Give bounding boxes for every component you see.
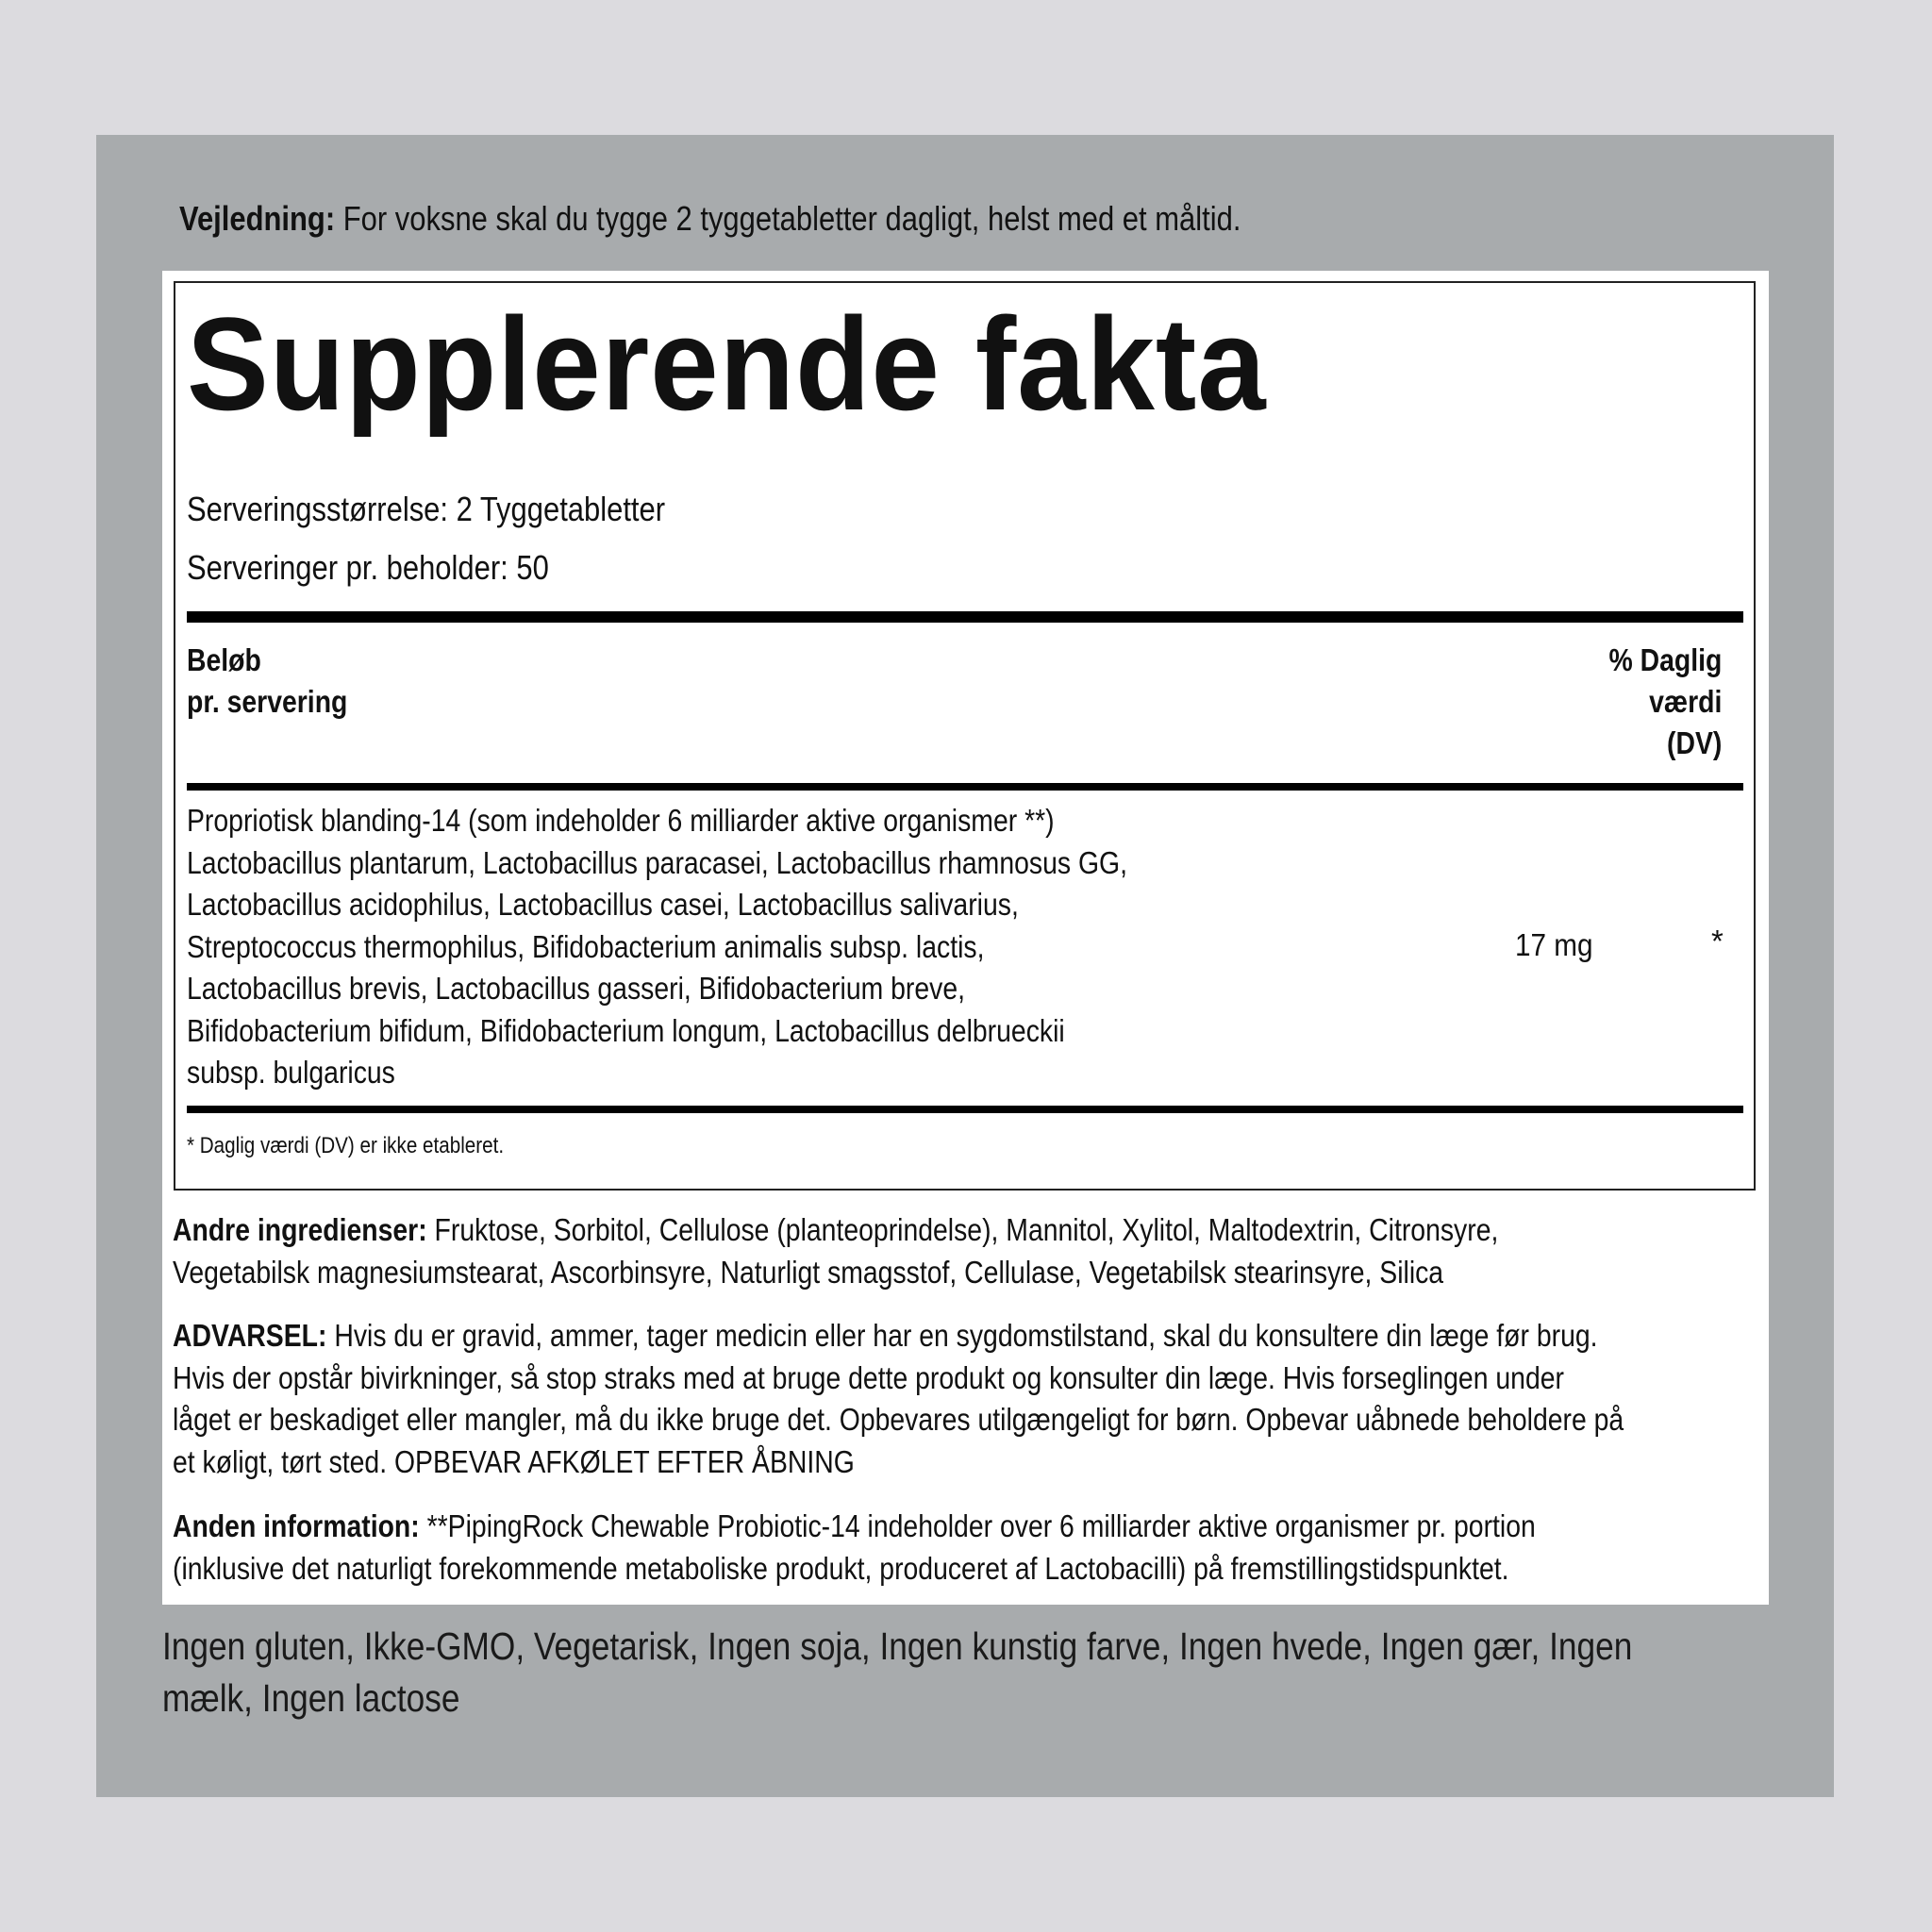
blend-line: Bifidobacterium bifidum, Bifidobacterium longum, Lactobacillus delbrueckii bbox=[187, 1012, 1065, 1048]
dv-header-line: (DV) bbox=[1666, 725, 1722, 760]
amount-per-serving-header bbox=[187, 640, 347, 723]
blend-daily-value: * bbox=[1711, 924, 1724, 958]
directions-text bbox=[179, 198, 1558, 240]
probiotic-blend-description bbox=[187, 800, 1160, 1094]
claims-line: Ingen gluten, Ikke-GMO, Vegetarisk, Ingen soja, Ingen kunstig farve, Ingen hvede, Ingen gær, Ingen bbox=[162, 1624, 1633, 1668]
dietary-claims bbox=[162, 1621, 1632, 1724]
serving-size: Serveringsstørrelse: 2 Tyggetabletter bbox=[187, 490, 666, 528]
directions-label: Vejledning: bbox=[179, 199, 336, 238]
other-information-label: Anden information: bbox=[173, 1508, 420, 1543]
other-ingredients-line: Fruktose, Sorbitol, Cellulose (planteoprindelse), Mannitol, Xylitol, Maltodextrin, Citronsyre, bbox=[426, 1212, 1499, 1247]
supplement-facts-title: Supplerende fakta bbox=[187, 290, 1267, 438]
other-ingredients-label: Andre ingredienser: bbox=[173, 1212, 427, 1247]
other-information-line: **PipingRock Chewable Probiotic-14 indeholder over 6 milliarder aktive organismer pr. portion bbox=[419, 1508, 1536, 1543]
divider-rule bbox=[187, 611, 1743, 623]
warning-line: låget er beskadiget eller mangler, må du ikke bruge det. Opbevares utilgængeligt for børn. Opbevar uåbnede beholdere på bbox=[173, 1402, 1624, 1437]
divider-rule bbox=[187, 783, 1743, 791]
amount-header-line: Beløb bbox=[187, 642, 261, 677]
dv-header-line: værdi bbox=[1648, 684, 1722, 719]
other-information-line: (inklusive det naturligt forekommende metaboliske produkt, produceret af Lactobacilli) på fremstillingstidspunktet. bbox=[173, 1550, 1509, 1586]
blend-line: Lactobacillus plantarum, Lactobacillus paracasei, Lactobacillus rhamnosus GG, bbox=[187, 844, 1127, 880]
warning-text bbox=[173, 1315, 1771, 1483]
blend-line: subsp. bulgaricus bbox=[187, 1055, 395, 1090]
warning-line: Hvis der opstår bivirkninger, så stop straks med at bruge dette produkt og konsulter din læge. Hvis forseglingen under bbox=[173, 1359, 1564, 1395]
daily-value-footnote: * Daglig værdi (DV) er ikke etableret. bbox=[187, 1133, 505, 1158]
blend-line: Streptococcus thermophilus, Bifidobacterium animalis subsp. lactis, bbox=[187, 928, 985, 964]
directions-body: For voksne skal du tygge 2 tyggetabletter dagligt, helst med et måltid. bbox=[335, 199, 1241, 238]
blend-line: Lactobacillus brevis, Lactobacillus gasseri, Bifidobacterium breve, bbox=[187, 971, 966, 1006]
other-ingredients bbox=[173, 1209, 1771, 1293]
warning-line: et køligt, tørt sted. OPBEVAR AFKØLET EFTER ÅBNING bbox=[173, 1443, 855, 1479]
dv-header-line: % Daglig bbox=[1608, 642, 1722, 677]
other-information bbox=[173, 1506, 1771, 1590]
other-ingredients-line: Vegetabilsk magnesiumstearat, Ascorbinsyre, Naturligt smagsstof, Cellulase, Vegetabilsk stearinsyre, Silica bbox=[173, 1254, 1444, 1290]
warning-label: ADVARSEL: bbox=[173, 1318, 327, 1353]
daily-value-header bbox=[1608, 640, 1722, 764]
blend-line: Propriotisk blanding-14 (som indeholder 6 milliarder aktive organismer **) bbox=[187, 803, 1055, 838]
amount-header-line: pr. servering bbox=[187, 684, 348, 719]
claims-line: mælk, Ingen lactose bbox=[162, 1676, 460, 1720]
warning-line: Hvis du er gravid, ammer, tager medicin eller har en sygdomstilstand, skal du konsultere din læge før brug. bbox=[326, 1318, 1598, 1353]
blend-line: Lactobacillus acidophilus, Lactobacillus casei, Lactobacillus salivarius, bbox=[187, 887, 1019, 922]
servings-per-container: Serveringer pr. beholder: 50 bbox=[187, 548, 549, 587]
blend-amount: 17 mg bbox=[1515, 927, 1593, 962]
supplement-facts-panel bbox=[174, 281, 1756, 1191]
divider-rule bbox=[187, 1106, 1743, 1113]
